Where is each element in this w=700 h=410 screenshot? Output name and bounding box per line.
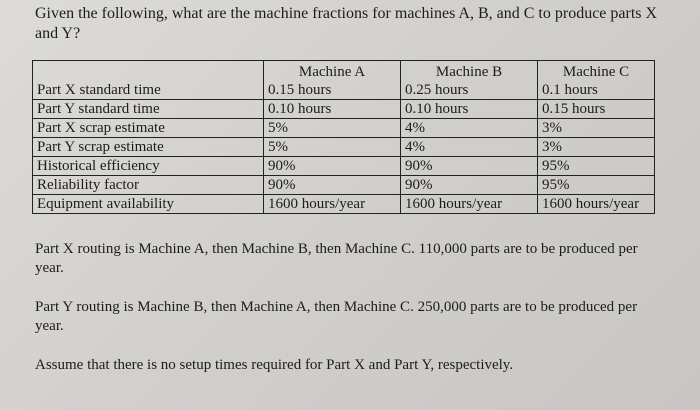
table-header-machine-c: Machine C <box>538 61 655 82</box>
cell-machine-b: 4% <box>401 138 538 157</box>
question-text: Given the following, what are the machine fractions for machines A, B, and C to produce parts X and Y? <box>35 5 658 42</box>
cell-machine-b: 0.25 hours <box>401 81 538 100</box>
cell-machine-b: 90% <box>401 157 538 176</box>
row-label: Reliability factor <box>33 176 264 195</box>
table-row <box>33 138 655 157</box>
cell-machine-b: 90% <box>401 176 538 195</box>
part-x-routing-paragraph: Part X routing is Machine A, then Machine B, then Machine C. 110,000 parts are to be produced per year. <box>35 241 638 276</box>
cell-machine-c: 0.15 hours <box>538 100 655 119</box>
table-row <box>33 119 655 138</box>
row-label: Part Y standard time <box>33 100 264 119</box>
cell-machine-a: 1600 hours/year <box>264 195 401 214</box>
cell-machine-c: 95% <box>538 157 655 176</box>
table-row <box>33 176 655 195</box>
row-label: Part Y scrap estimate <box>33 138 264 157</box>
cell-machine-c: 3% <box>538 119 655 138</box>
table-row <box>33 157 655 176</box>
table-header-corner <box>33 61 264 82</box>
row-label: Part X scrap estimate <box>33 119 264 138</box>
cell-machine-a: 5% <box>264 119 401 138</box>
cell-machine-a: 5% <box>264 138 401 157</box>
row-label: Part X standard time <box>33 81 264 100</box>
cell-machine-b: 1600 hours/year <box>401 195 538 214</box>
row-label: Historical efficiency <box>33 157 264 176</box>
row-label: Equipment availability <box>33 195 264 214</box>
table-row <box>33 195 655 214</box>
cell-machine-c: 95% <box>538 176 655 195</box>
part-y-routing-paragraph: Part Y routing is Machine B, then Machine A, then Machine C. 250,000 parts are to be produced per year. <box>35 299 638 334</box>
table-row <box>33 81 655 100</box>
cell-machine-b: 0.10 hours <box>401 100 538 119</box>
cell-machine-c: 0.1 hours <box>538 81 655 100</box>
cell-machine-a: 0.10 hours <box>264 100 401 119</box>
table-header-machine-a: Machine A <box>264 61 401 82</box>
cell-machine-a: 90% <box>264 176 401 195</box>
table-header-machine-b: Machine B <box>401 61 538 82</box>
cell-machine-c: 3% <box>538 138 655 157</box>
cell-machine-a: 0.15 hours <box>264 81 401 100</box>
cell-machine-c: 1600 hours/year <box>538 195 655 214</box>
table-header-row <box>33 61 655 82</box>
machine-data-table <box>32 60 655 214</box>
cell-machine-b: 4% <box>401 119 538 138</box>
cell-machine-a: 90% <box>264 157 401 176</box>
setup-assumption-paragraph: Assume that there is no setup times required for Part X and Part Y, respectively. <box>35 357 514 373</box>
table-row <box>33 100 655 119</box>
